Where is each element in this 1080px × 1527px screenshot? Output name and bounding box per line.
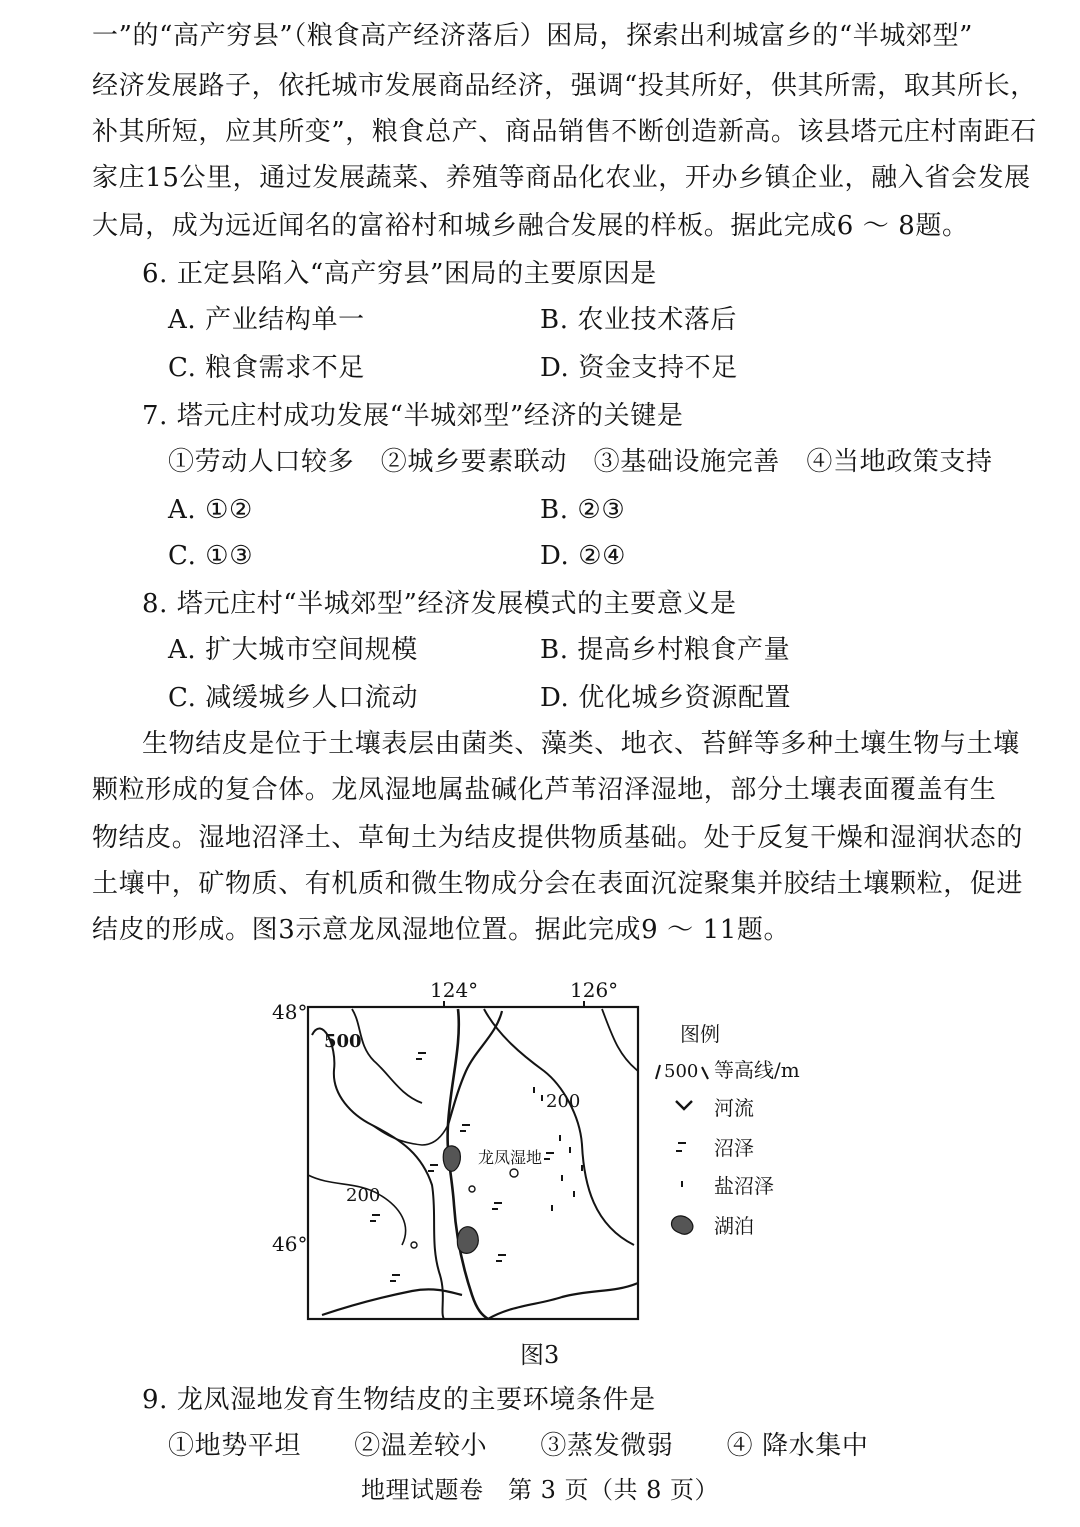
question-9-items: ①地势平坦 ②温差较小 ③蒸发微弱 ④ 降水集中 [168,1431,869,1461]
legend-lake-symbol [671,1216,692,1234]
lake-small [411,1242,417,1248]
passage1-line-2: 经济发展路子，依托城市发展商品经济，强调“投其所好，供其所需，取其所长， [92,71,1037,101]
lon-label-124: 124° [430,978,479,1002]
contour-line [484,1009,634,1245]
legend-item-marsh: 沼泽 [714,1136,754,1160]
question-8-option-c: C. 减缓城乡人口流动 [168,683,419,713]
lake [443,1146,460,1171]
lat-label-48: 48° [272,1000,308,1024]
question-6-option-a: A. 产业结构单一 [168,305,365,335]
passage1-line-3: 补其所短，应其所变”，粮食总产、商品销售不断创造新高。该县塔元庄村南距石 [92,117,1037,147]
question-8-option-b: B. 提高乡村粮食产量 [540,635,791,665]
question-9-stem: 9. 龙凤湿地发育生物结皮的主要环境条件是 [142,1385,656,1415]
passage2-line-3: 物结皮。湿地沼泽土、草甸土为结皮提供物质基础。处于反复干燥和湿润状态的 [92,823,1024,853]
legend-contour-symbol [656,1065,660,1079]
question-8-stem: 8. 塔元庄村“半城郊型”经济发展模式的主要意义是 [142,589,737,619]
legend-item-lake: 湖泊 [714,1214,754,1238]
passage1-line-4: 家庄15公里，通过发展蔬菜、养殖等商品化农业，开办乡镇企业，融入省会发展 [92,163,1031,193]
question-7-stem: 7. 塔元庄村成功发展“半城郊型”经济的关键是 [142,401,684,431]
legend-river-symbol [676,1101,692,1109]
river [488,1283,638,1319]
question-6-option-c: C. 粮食需求不足 [168,353,365,383]
longfeng-wetland-label: 龙凤湿地 [478,1148,543,1167]
question-8-option-a: A. 扩大城市空间规模 [168,635,418,665]
lake-small [469,1186,475,1192]
lon-label-126: 126° [570,978,619,1002]
passage1-line-5: 大局，成为远近闻名的富裕村和城乡融合发展的样板。据此完成6 ～ 8题。 [92,211,969,241]
contour-line [312,1028,444,1319]
question-7-items: ①劳动人口较多 ②城乡要素联动 ③基础设施完善 ④当地政策支持 [168,447,993,477]
question-7-option-c: C. ①③ [168,541,254,571]
lake [457,1227,478,1254]
contour-line [352,1009,422,1103]
river [322,1289,462,1315]
lake-small [510,1169,518,1177]
legend-item-contour: 等高线/m [714,1058,800,1082]
legend-item-salt-marsh: 盐沼泽 [714,1174,774,1198]
question-6-option-b: B. 农业技术落后 [540,305,738,335]
contour-label-200-west: 200 [346,1185,381,1206]
contour-label-500: 500 [324,1031,362,1052]
question-6-option-d: D. 资金支持不足 [540,353,738,383]
question-7-option-b: B. ②③ [540,495,626,525]
legend-item-river: 河流 [714,1096,754,1120]
legend-title: 图例 [680,1022,720,1046]
figure-caption: 图3 [520,1341,560,1369]
passage1-line-1: 一”的“高产穷县”（粮食高产经济落后）困局，探索出利城富乡的“半城郊型” [92,21,974,51]
passage2-line-1: 生物结皮是位于土壤表层由菌类、藻类、地衣、苔鲜等多种土壤生物与土壤 [142,729,1020,759]
question-7-option-a: A. ①② [168,495,253,525]
legend-marsh-symbol [676,1143,686,1151]
longfeng-wetland-map [262,975,822,1335]
passage2-line-2: 颗粒形成的复合体。龙凤湿地属盐碱化芦苇沼泽湿地，部分土壤表面覆盖有生 [92,775,997,805]
passage2-line-5: 结皮的形成。图3示意龙凤湿地位置。据此完成9 ～ 11题。 [92,915,791,945]
contour-label-200-east: 200 [546,1091,581,1112]
legend-contour-value: 500 [664,1061,699,1082]
question-7-option-d: D. ②④ [540,541,627,571]
contour-line [602,1009,638,1071]
river [372,1125,448,1145]
passage2-line-4: 土壤中，矿物质、有机质和微生物成分会在表面沉淀聚集并胶结土壤颗粒，促进 [92,869,1024,899]
page-footer: 地理试题卷 第 3 页（共 8 页） [360,1476,720,1504]
legend-contour-tick [702,1067,708,1079]
question-8-option-d: D. 优化城乡资源配置 [540,683,792,713]
lat-label-46: 46° [272,1232,308,1256]
question-6-stem: 6. 正定县陷入“高产穷县”困局的主要原因是 [142,259,657,289]
map-frame [308,1007,638,1319]
